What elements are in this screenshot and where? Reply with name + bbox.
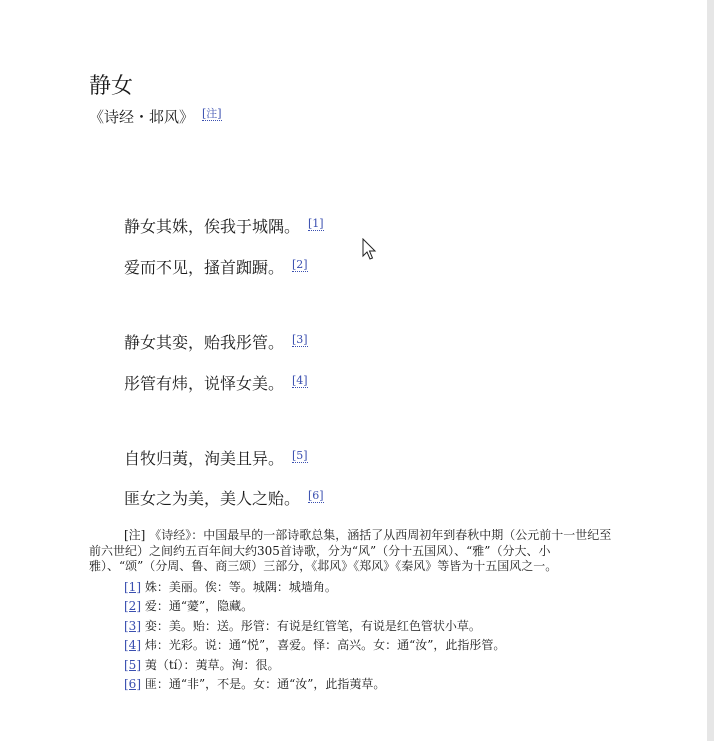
footnote-link-3[interactable]: [3]	[292, 333, 308, 346]
source-text: 《诗经・邶风》	[89, 108, 195, 126]
poem-source	[89, 104, 222, 127]
verse-line-4	[124, 371, 308, 394]
footnote-back-link-intro[interactable]: [注]	[124, 528, 146, 542]
footnote-text: 《诗经》：中国最早的一部诗歌总集，涵括了从西周初年到春秋中期（公元前十一世纪至前六世纪）之间约五百年间大约305首诗歌，分为“风”（分十五国风）、“雅”（分大、小雅）、“颂”（分周、鲁、商三颂）三部分，《邶风》《郑风》《秦风》等皆为十五国风之一。	[89, 528, 612, 573]
footnotes	[89, 528, 621, 697]
footnote-link-5[interactable]: [5]	[292, 449, 308, 462]
footnote-link-2[interactable]: [2]	[292, 258, 308, 271]
verse-line-2	[124, 255, 308, 278]
footnote-2	[124, 599, 621, 615]
footnote-text: 娈：美。贻：送。彤管：有说是红管笔，有说是红色管状小草。	[144, 618, 481, 633]
footnote-back-link-1[interactable]: [1]	[124, 579, 141, 594]
footnote-6	[124, 677, 621, 693]
verse-text: 自牧归荑，洵美且异。	[124, 449, 285, 468]
verse-text: 静女其姝，俟我于城隅。	[124, 217, 301, 236]
footnote-1	[124, 580, 621, 596]
footnote-text: 匪：通“非”，不是。女：通“汝”，此指荑草。	[144, 677, 386, 691]
verse-text: 匪女之为美，美人之贻。	[124, 489, 301, 508]
footnote-text: 荑（tí）：荑草。洵：很。	[144, 657, 280, 672]
footnote-back-link-5[interactable]: [5]	[124, 657, 141, 672]
verse-line-6	[124, 486, 324, 509]
verse-line-3	[124, 330, 308, 353]
footnote-text: 炜：光彩。说：通“悦”，喜爱。怿：高兴。女：通“汝”，此指彤管。	[144, 638, 506, 652]
footnote-5	[124, 658, 621, 674]
footnote-back-link-6[interactable]: [6]	[124, 677, 141, 691]
footnote-link-4[interactable]: [4]	[292, 374, 308, 387]
verse-line-5	[124, 446, 308, 469]
source-note-link[interactable]: [注]	[202, 107, 222, 120]
scrollbar[interactable]	[707, 0, 714, 741]
footnote-back-link-2[interactable]: [2]	[124, 599, 141, 613]
footnote-text: 姝：美丽。俟：等。城隅：城墙角。	[144, 579, 337, 594]
verse-text: 静女其娈，贻我彤管。	[124, 333, 285, 352]
footnote-4	[124, 638, 621, 654]
verse-text: 彤管有炜，说怿女美。	[124, 374, 285, 393]
verse-text: 爱而不见，搔首踟蹰。	[124, 258, 285, 277]
mouse-pointer-icon	[362, 238, 378, 262]
poem-title: 静女	[89, 74, 134, 99]
footnote-link-6[interactable]: [6]	[308, 489, 324, 502]
footnote-back-link-3[interactable]: [3]	[124, 618, 141, 633]
verse-line-1	[124, 214, 324, 237]
footnote-3	[124, 619, 621, 635]
footnote-text: 爱：通“薆”，隐藏。	[144, 599, 254, 613]
footnote-intro	[89, 528, 621, 575]
footnote-back-link-4[interactable]: [4]	[124, 638, 141, 652]
footnote-link-1[interactable]: [1]	[308, 217, 324, 230]
